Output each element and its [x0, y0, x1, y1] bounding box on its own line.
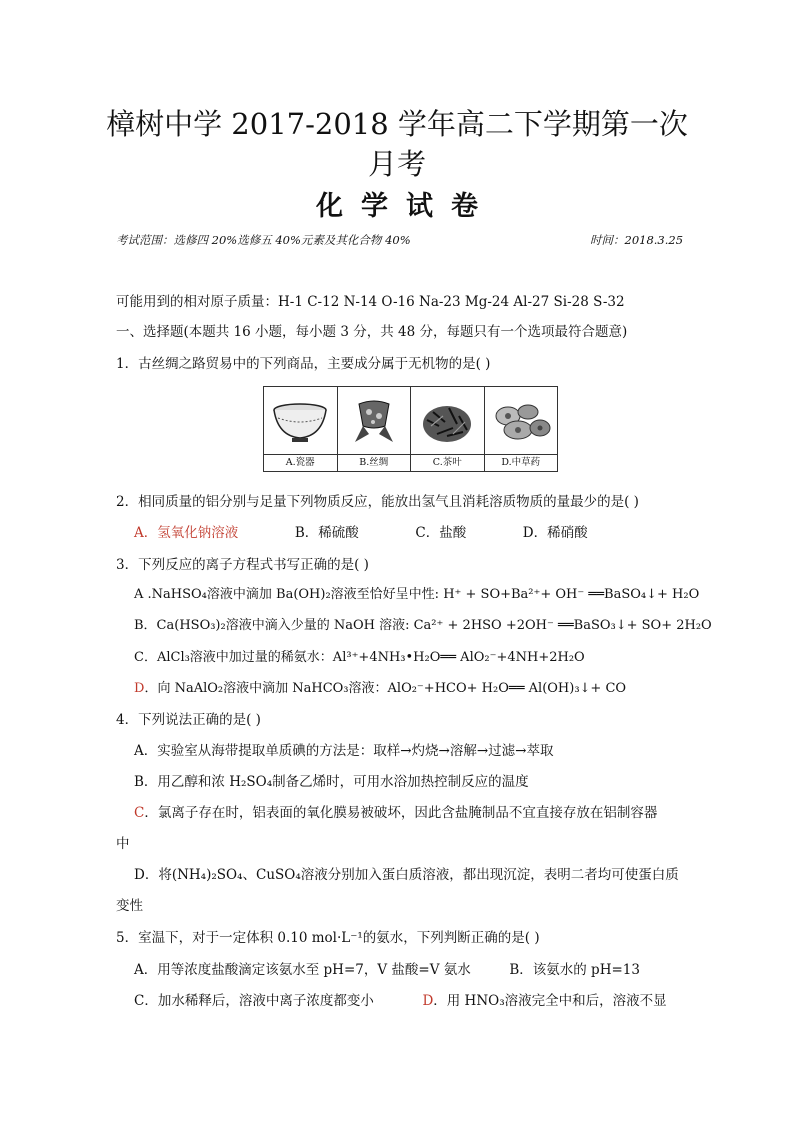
option-d-letter: D [422, 993, 434, 1009]
option-c-text: ．氯离子存在时，铝表面的氧化膜易被破坏，因此含盐腌制品不宜直接存放在铝制容器 [144, 805, 658, 821]
question-1-stem: 1．古丝绸之路贸易中的下列商品，主要成分属于无机物的是( ) [116, 356, 491, 372]
question-4-option-c-cont: 中 [116, 836, 130, 852]
porcelain-bowl-icon [264, 387, 337, 454]
exam-title-line2: 月考 [367, 147, 426, 181]
question-3-option-b: B．Ca(HSO₃)₂溶液中滴入少量的 NaOH 溶液: Ca²⁺ + 2HSO +2OH⁻ ══BaSO₃↓+ SO+ 2H₂O [134, 618, 712, 633]
option-c-cell [411, 387, 485, 471]
question-2-options [134, 521, 588, 541]
option-d-text: ．向 NaAlO₂溶液中滴加 NaHCO₃溶液：AlO₂⁻+HCO+ H₂O══ Al(OH)₃↓+ CO [144, 681, 627, 696]
question-3-stem: 3．下列反应的离子方程式书写正确的是( ) [116, 557, 369, 573]
caption-a: A.瓷器 [264, 454, 337, 471]
question-4-option-b: B．用乙醇和浓 H₂SO₄制备乙烯时，可用水浴加热控制反应的温度 [134, 774, 529, 790]
question-4-option-c [134, 801, 657, 821]
question-1-image-table [263, 386, 558, 472]
question-2-stem: 2．相同质量的铝分别与足量下列物质反应，能放出氢气且消耗溶质物质的量最少的是( ) [116, 494, 639, 510]
option-c: C．加水稀释后，溶液中离子浓度都变小 [134, 993, 374, 1009]
exam-scope: 考试范围：选修四 20%选修五 40%元素及其化合物 40% [116, 233, 411, 247]
question-3-option-a: A .NaHSO₄溶液中滴加 Ba(OH)₂溶液至恰好呈中性: H⁺ + SO+Ba²⁺+ OH⁻ ══BaSO₄↓+ H₂O [134, 587, 700, 602]
option-a: A．氢氧化钠溶液 [134, 525, 239, 541]
section-title: 一、选择题(本题共 16 小题，每小题 3 分，共 48 分，每题只有一个选项最符合题意) [116, 324, 628, 340]
option-d-text: ．用 HNO₃溶液完全中和后，溶液不显 [433, 993, 667, 1009]
option-d-letter: D [134, 681, 145, 696]
caption-d: D.中草药 [485, 454, 558, 471]
question-3-option-d [134, 677, 626, 696]
silk-scarf-icon [338, 387, 411, 454]
option-b: B．该氨水的 pH=13 [509, 962, 640, 978]
question-3-option-c: C．AlCl₃溶液中加过量的稀氨水：Al³⁺+4NH₃•H₂O══ AlO₂⁻+4NH+2H₂O [134, 650, 585, 665]
option-a: A．用等浓度盐酸滴定该氨水至 pH=7，V 盐酸=V 氨水 [134, 962, 471, 978]
option-c-letter: C [134, 805, 145, 821]
question-5-stem: 5．室温下，对于一定体积 0.10 mol·L⁻¹的氨水，下列判断正确的是( ) [116, 930, 540, 946]
option-b-cell [338, 387, 412, 471]
question-5-options-cd [134, 989, 667, 1009]
option-a-cell [264, 387, 338, 471]
option-c: C．盐酸 [415, 525, 467, 541]
caption-c: C.茶叶 [411, 454, 484, 471]
caption-b: B.丝绸 [338, 454, 411, 471]
subject-title: 化学试卷 [316, 191, 496, 222]
option-d-cell [485, 387, 558, 471]
question-5-options-ab [134, 958, 640, 978]
question-4-stem: 4．下列说法正确的是( ) [116, 712, 261, 728]
exam-date: 时间：2018.3.25 [590, 233, 684, 247]
question-4-option-d: D．将(NH₄)₂SO₄、CuSO₄溶液分别加入蛋白质溶液，都出现沉淀，表明二者均可使蛋白质 [134, 867, 679, 883]
question-4-option-a: A．实验室从海带提取单质碘的方法是：取样→灼烧→溶解→过滤→萃取 [134, 743, 554, 759]
atomic-masses: 可能用到的相对原子质量：H-1 C-12 N-14 O-16 Na-23 Mg-24 Al-27 Si-28 S-32 [116, 294, 625, 310]
herbal-medicine-icon [485, 387, 558, 454]
option-d: D．稀硝酸 [522, 525, 588, 541]
exam-title-line1: 樟树中学 2017-2018 学年高二下学期第一次 [106, 107, 688, 141]
question-4-option-d-cont: 变性 [116, 898, 143, 914]
option-b: B．稀硫酸 [294, 525, 359, 541]
tea-leaves-icon [411, 387, 484, 454]
